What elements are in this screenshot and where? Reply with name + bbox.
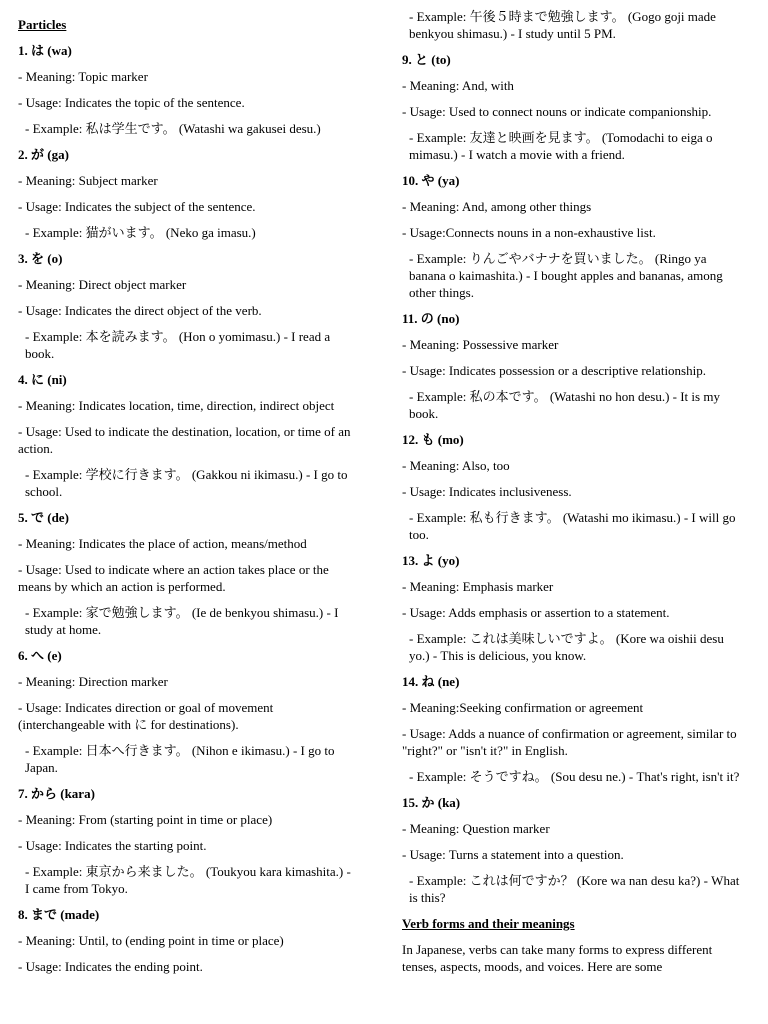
particle-example: - Example: 私も行きます。 (Watashi mo ikimasu.) - I will go too. xyxy=(409,510,736,542)
particle-9 xyxy=(402,51,742,163)
particle-example: - Example: 日本へ行きます。 (Nihon e ikimasu.) - I go to Japan. xyxy=(25,743,335,775)
section-heading: Verb forms and their meanings xyxy=(402,916,575,931)
particle-example: - Example: 東京から来ました。 (Toukyou kara kimashita.) - I came from Tokyo. xyxy=(25,864,351,896)
particle-usage: - Usage: Indicates the starting point. xyxy=(18,838,207,853)
particle-meaning: - Meaning: Until, to (ending point in time or place) xyxy=(18,933,284,948)
particle-15 xyxy=(402,794,742,906)
particle-meaning: - Meaning: Indicates location, time, direction, indirect object xyxy=(18,398,335,413)
particle-example: - Example: 猫がいます。 (Neko ga imasu.) xyxy=(25,225,256,240)
particle-example: - Example: 本を読みます。 (Hon o yomimasu.) - I read a book. xyxy=(25,329,331,361)
left-column xyxy=(18,8,352,984)
particle-usage: - Usage: Indicates inclusiveness. xyxy=(402,484,572,499)
right-column xyxy=(402,8,742,984)
particle-meaning: - Meaning: From (starting point in time or place) xyxy=(18,812,273,827)
particle-title: 10. や (ya) xyxy=(402,173,460,188)
particle-usage: - Usage: Indicates direction or goal of movement (interchangeable with に for destinations). xyxy=(18,700,274,732)
particle-example: - Example: 私の本です。 (Watashi no hon desu.) - It is my book. xyxy=(409,389,720,421)
particle-usage: - Usage: Indicates the ending point. xyxy=(18,959,203,974)
particle-example: - Example: 学校に行きます。 (Gakkou ni ikimasu.) - I go to school. xyxy=(25,467,348,499)
particle-meaning: - Meaning: Question marker xyxy=(402,821,550,836)
particle-11 xyxy=(402,310,742,422)
particle-meaning: - Meaning: Indicates the place of action, means/method xyxy=(18,536,307,551)
particle-10 xyxy=(402,172,742,301)
particle-title: 4. に (ni) xyxy=(18,372,67,387)
particle-13 xyxy=(402,552,742,664)
particle-4 xyxy=(18,371,352,500)
particle-example: - Example: そうですね。 (Sou desu ne.) - That's right, isn't it? xyxy=(409,769,740,784)
particle-example: - Example: 午後５時まで勉強します。 (Gogo goji made benkyou shimasu.) - I study until 5 PM. xyxy=(409,9,716,41)
particle-title: 1. は (wa) xyxy=(18,43,72,58)
particle-title: 15. か (ka) xyxy=(402,795,461,810)
particle-12 xyxy=(402,431,742,543)
particle-example: - Example: 家で勉強します。 (Ie de benkyou shimasu.) - I study at home. xyxy=(25,605,339,637)
page-title: Particles xyxy=(18,17,67,32)
particle-2 xyxy=(18,146,352,241)
particle-14 xyxy=(402,673,742,785)
particle-7 xyxy=(18,785,352,897)
particle-8 xyxy=(18,906,352,975)
particle-usage: - Usage: Indicates the subject of the sentence. xyxy=(18,199,256,214)
particle-title: 14. ね (ne) xyxy=(402,674,460,689)
particle-5 xyxy=(18,509,352,638)
particle-usage: - Usage: Turns a statement into a question. xyxy=(402,847,624,862)
particle-usage: - Usage:Connects nouns in a non-exhaustive list. xyxy=(402,225,656,240)
particle-title: 3. を (o) xyxy=(18,251,63,266)
particle-title: 7. から (kara) xyxy=(18,786,95,801)
section-intro: In Japanese, verbs can take many forms to express different tenses, aspects, moods, and voices. Here are some xyxy=(402,942,713,974)
particle-meaning: - Meaning: Subject marker xyxy=(18,173,158,188)
particle-usage: - Usage: Adds a nuance of confirmation or agreement, similar to "right?" or "isn't it?" in English. xyxy=(402,726,737,758)
particle-usage: - Usage: Indicates the direct object of the verb. xyxy=(18,303,262,318)
particle-title: 2. が (ga) xyxy=(18,147,69,162)
particle-usage: - Usage: Indicates possession or a descriptive relationship. xyxy=(402,363,706,378)
particle-usage: - Usage: Indicates the topic of the sentence. xyxy=(18,95,245,110)
particle-6 xyxy=(18,647,352,776)
particle-meaning: - Meaning:Seeking confirmation or agreement xyxy=(402,700,644,715)
particle-example: - Example: 私は学生です。 (Watashi wa gakusei desu.) xyxy=(25,121,321,136)
particle-title: 12. も (mo) xyxy=(402,432,464,447)
particle-example: - Example: これは美味しいですよ。 (Kore wa oishii desu yo.) - This is delicious, you know. xyxy=(409,631,724,663)
particle-usage: - Usage: Used to connect nouns or indicate companionship. xyxy=(402,104,712,119)
particle-title: 11. の (no) xyxy=(402,311,460,326)
particle-title: 8. まで (made) xyxy=(18,907,100,922)
particle-meaning: - Meaning: And, among other things xyxy=(402,199,592,214)
particle-usage: - Usage: Adds emphasis or assertion to a statement. xyxy=(402,605,670,620)
particle-example: - Example: りんごやバナナを買いました。 (Ringo ya banana o kaimashita.) - I bought apples and bananas, among other things. xyxy=(409,251,723,300)
particle-title: 6. へ (e) xyxy=(18,648,62,663)
particle-1 xyxy=(18,42,352,137)
particle-title: 13. よ (yo) xyxy=(402,553,460,568)
particle-usage: - Usage: Used to indicate where an action takes place or the means by which an action is performed. xyxy=(18,562,329,594)
particle-meaning: - Meaning: Direct object marker xyxy=(18,277,187,292)
particle-usage: - Usage: Used to indicate the destination, location, or time of an action. xyxy=(18,424,351,456)
particle-title: 5. で (de) xyxy=(18,510,69,525)
particle-meaning: - Meaning: Direction marker xyxy=(18,674,168,689)
particle-3 xyxy=(18,250,352,362)
particle-example: - Example: これは何ですか？ (Kore wa nan desu ka?) - What is this? xyxy=(409,873,740,905)
particle-example: - Example: 友達と映画を見ます。 (Tomodachi to eiga o mimasu.) - I watch a movie with a friend. xyxy=(409,130,713,162)
particle-meaning: - Meaning: And, with xyxy=(402,78,514,93)
particle-meaning: - Meaning: Topic marker xyxy=(18,69,148,84)
particle-meaning: - Meaning: Possessive marker xyxy=(402,337,559,352)
particle-title: 9. と (to) xyxy=(402,52,451,67)
particle-meaning: - Meaning: Emphasis marker xyxy=(402,579,554,594)
particle-meaning: - Meaning: Also, too xyxy=(402,458,510,473)
